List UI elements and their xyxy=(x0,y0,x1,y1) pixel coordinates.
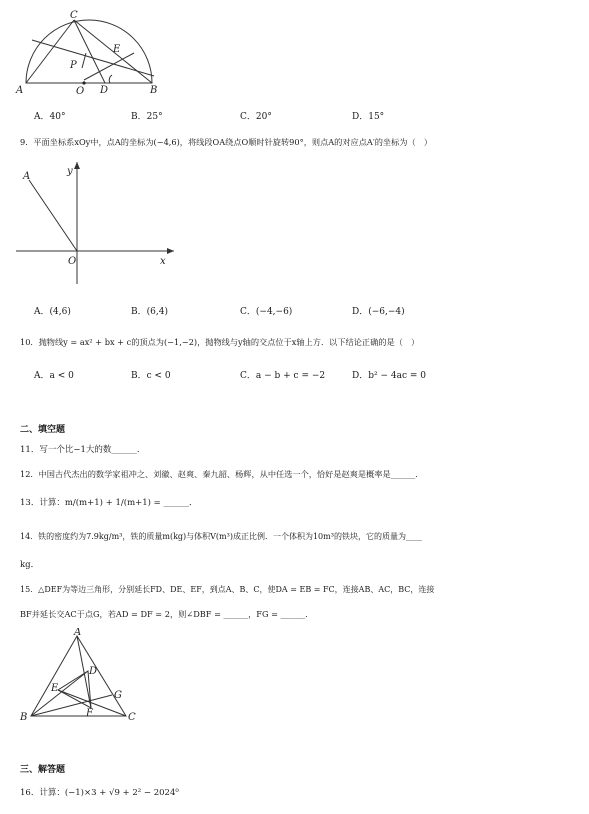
q9-option-d: D．(−6,−4) xyxy=(352,307,405,317)
q8-option-a: A．40° xyxy=(34,112,66,122)
q8-option-c: C．20° xyxy=(240,112,272,122)
q8-label-A: A xyxy=(16,85,24,96)
q15-label-F: F xyxy=(86,708,93,719)
q9-label-A: A xyxy=(23,171,31,182)
q9-label-x: x xyxy=(160,256,166,267)
q13-text: 13．计算：m/(m+1) + 1/(m+1) = ______． xyxy=(20,498,198,508)
q8-label-E: E xyxy=(113,44,121,55)
q15-label-E: E xyxy=(51,683,59,694)
q8-label-D: D xyxy=(100,85,109,96)
q15-label-A: A xyxy=(74,628,82,638)
q10-text: 10．抛物线y = ax² + bx + c的顶点为(−1,−2)，抛物线与y轴的交点位于x轴上方．以下结论正确的是（ ） xyxy=(20,337,420,347)
q9-coordinate-figure xyxy=(14,160,179,290)
q15-text-line1: 15．△DEF为等边三角形，分别延长FD、DE、EF，到点A、B、C，使DA = EB = FC，连接AB、AC，BC，连接 xyxy=(20,585,435,594)
q9-label-y: y xyxy=(67,166,73,177)
q9-label-O: O xyxy=(68,256,77,267)
q10-option-a: A．a < 0 xyxy=(34,371,74,381)
q15-label-B: B xyxy=(20,712,28,723)
q9-option-b: B．(6,4) xyxy=(131,307,168,317)
q15-triangle-figure xyxy=(16,628,146,726)
q9-option-c: C．(−4,−6) xyxy=(240,307,293,317)
q10-option-d: D．b² − 4ac = 0 xyxy=(352,371,426,381)
q8-label-O: O xyxy=(76,86,85,96)
q16-text: 16．计算：(−1)×3 + √9 + 2² − 2024⁰ xyxy=(20,788,179,798)
q9-option-a: A．(4,6) xyxy=(34,307,71,317)
q8-semicircle-figure xyxy=(14,8,164,96)
q15-label-G: G xyxy=(114,690,122,701)
q10-option-c: C．a − b + c = −2 xyxy=(240,371,326,381)
q8-option-b: B．25° xyxy=(131,112,163,122)
q14-text-line2: kg． xyxy=(20,560,40,570)
q8-option-d: D．15° xyxy=(352,112,385,122)
section-2-title: 二、填空题 xyxy=(20,425,66,435)
q8-label-C: C xyxy=(70,10,78,21)
q15-label-C: C xyxy=(128,712,136,723)
q15-text-line2: BF并延长交AC于点G，若AD = DF = 2，则∠DBF = ______，FG = ______． xyxy=(20,609,314,619)
q8-label-B: B xyxy=(150,85,158,96)
q10-option-b: B．c < 0 xyxy=(131,371,171,381)
q11-text: 11．写一个比−1大的数______． xyxy=(20,445,146,455)
section-3-title: 三、解答题 xyxy=(20,765,66,775)
q14-text-line1: 14．铁的密度约为7.9kg/m³，铁的质量m(kg)与体积V(m³)成正比例．一个体积为10m³的铁块，它的质量为____ xyxy=(20,532,422,541)
q15-label-D: D xyxy=(89,666,98,677)
q12-text: 12．中国古代杰出的数学家祖冲之、刘徽、赵爽、秦九韶、杨辉，从中任选一个，恰好是赵爽是概率是______． xyxy=(20,469,424,479)
q9-text: 9．平面坐标系xOy中，点A的坐标为(−4,6)，将线段OA绕点O顺时针旋转90°，则点A的对应点A′的坐标为（ ） xyxy=(20,137,433,147)
q8-label-P: P xyxy=(70,60,77,71)
